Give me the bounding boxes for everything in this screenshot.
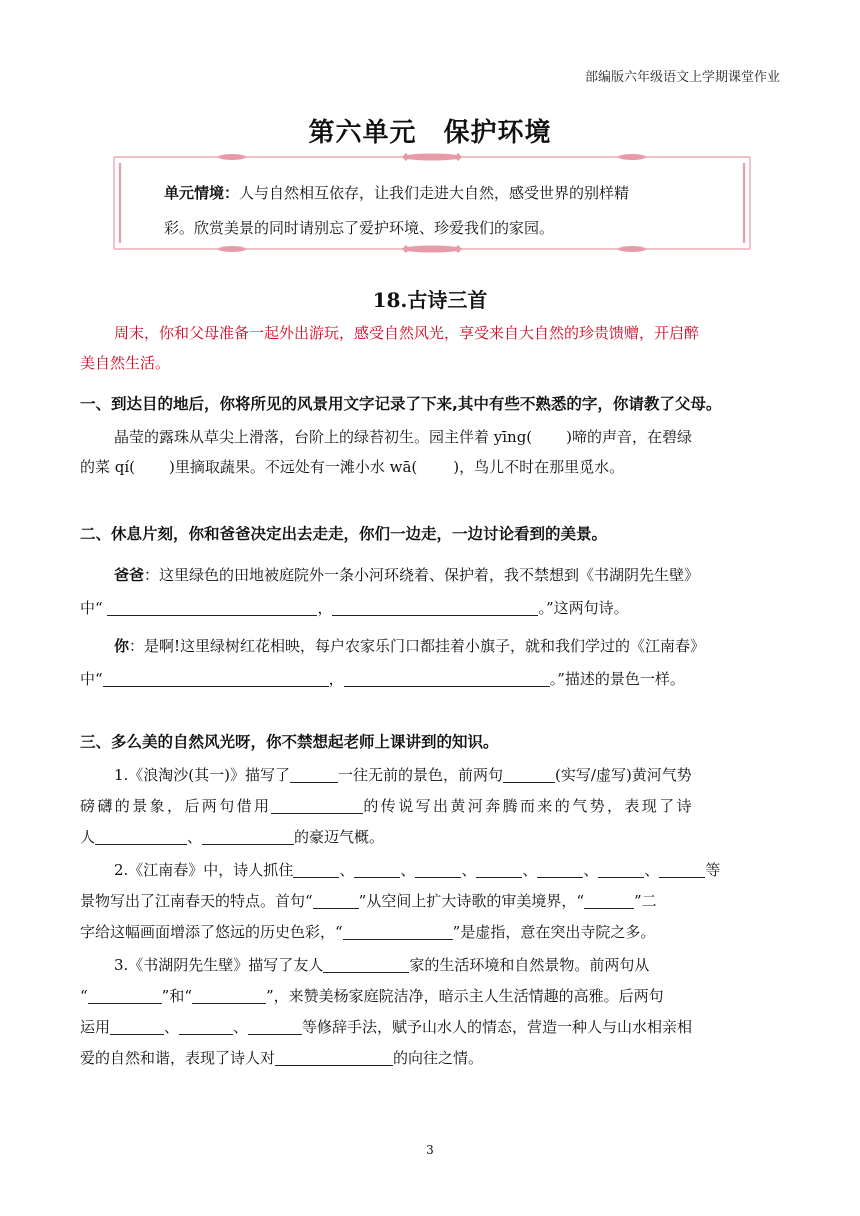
s1-text: 的菜 qí( [80, 458, 136, 476]
q1-blank-3[interactable] [271, 797, 363, 814]
s2-text: 中“ [80, 599, 103, 617]
intro-line1: 周末，你和父母准备一起外出游玩，感受自然风光，享受来自大自然的珍贵馈赠，开启醉 [114, 324, 700, 342]
q1-text: 的传说写出黄河奔腾而来的气势，表现了诗 [363, 797, 695, 815]
lesson-title: 18.古诗三首 [372, 288, 488, 312]
q2-blank-10[interactable] [343, 923, 453, 940]
q3-text: ”，来赞美杨家庭院洁净，暗示主人生活情趣的高雅。后两句 [266, 987, 664, 1005]
q3-text: 的向往之情。 [393, 1049, 484, 1067]
q3-text: “ [80, 987, 88, 1005]
q1-blank-1[interactable] [290, 766, 338, 783]
situation-line1: 人与自然相互依存，让我们走进大自然，感受世界的别样精 [239, 184, 630, 202]
intro-line2: 美自然生活。 [80, 354, 171, 372]
unit-title: 第六单元 保护环境 [308, 118, 552, 148]
section1-heading: 一、到达目的地后，你将所见的风景用文字记录了下来,其中有些不熟悉的字，你请教了父母。 [80, 395, 722, 413]
q3-blank-7[interactable] [275, 1049, 393, 1066]
q2-blank-7[interactable] [659, 861, 705, 878]
dad-label: 爸爸 [114, 566, 145, 584]
q1-text: (实写/虚写)黄河气势 [555, 766, 692, 784]
q3-text: 、 [233, 1018, 249, 1036]
q1-blank-5[interactable] [202, 828, 294, 845]
poem-blank-4[interactable] [344, 670, 550, 687]
dad-line1: ：这里绿色的田地被庭院外一条小河环绕着、保护着，我不禁想到《书湖阴先生壁》 [144, 566, 700, 584]
s2-text: 中“ [80, 670, 103, 688]
s2-text: 。”描述的景色一样。 [549, 670, 685, 688]
q3-blank-2[interactable] [88, 987, 162, 1004]
q3-text: 、 [164, 1018, 180, 1036]
q2-text: ”从空间上扩大诗歌的审美境界，“ [358, 892, 585, 910]
poem-blank-1[interactable] [107, 599, 317, 616]
q3-text: 家的生活环境和自然景物。前两句从 [409, 956, 650, 974]
section3-text [80, 760, 780, 1074]
q3-text: 3.《书湖阴先生壁》描写了友人 [114, 956, 324, 974]
q1-blank-4[interactable] [95, 828, 187, 845]
page-number: 3 [426, 1143, 434, 1157]
section2-text [80, 560, 780, 694]
q2-blank-4[interactable] [476, 861, 522, 878]
q1-text: 的豪迈气概。 [294, 828, 385, 846]
header-note: 部编版六年级语文上学期课堂作业 [584, 70, 780, 85]
q1-text: 1.《浪淘沙(其一)》描写了 [114, 766, 291, 784]
q1-text: 人 [80, 828, 96, 846]
q2-text: 等 [705, 861, 721, 879]
q2-text: 字给这幅画面增添了悠远的历史色彩，“ [80, 923, 343, 941]
q2-text: 、 [644, 861, 660, 879]
q2-text: 、 [339, 861, 355, 879]
q1-text: 、 [187, 828, 203, 846]
situation-label: 单元情境： [164, 184, 240, 202]
q3-blank-3[interactable] [192, 987, 266, 1004]
situation-line2: 彩。欣赏美景的同时请别忘了爱护环境、珍爱我们的家园。 [164, 219, 555, 237]
section2-heading: 二、休息片刻，你和爸爸决定出去走走，你们一边走，一边讨论看到的美景。 [80, 525, 608, 543]
q2-text: 、 [461, 861, 477, 879]
q3-text: 等修辞手法，赋予山水人的情态，营造一种人与山水相亲相 [302, 1018, 693, 1036]
you-label: 你 [114, 637, 130, 655]
q2-text: 、 [583, 861, 599, 879]
s1-text: )，鸟儿不时在那里觅水。 [453, 458, 625, 476]
q2-blank-8[interactable] [313, 892, 359, 909]
q2-text: 2.《江南春》中，诗人抓住 [114, 861, 294, 879]
q2-text: ”二 [634, 892, 657, 910]
q3-text: 运用 [80, 1018, 111, 1036]
q2-blank-9[interactable] [584, 892, 634, 909]
section1-text [80, 422, 780, 482]
q3-text: 爱的自然和谐，表现了诗人对 [80, 1049, 276, 1067]
q2-text: 景物写出了江南春天的特点。首句“ [80, 892, 313, 910]
section3-heading: 三、多么美的自然风光呀，你不禁想起老师上课讲到的知识。 [80, 733, 499, 751]
s2-text: ， [328, 670, 344, 688]
q1-blank-2[interactable] [503, 766, 555, 783]
unit-situation [164, 176, 724, 246]
lesson-intro [80, 318, 780, 378]
s1-text: )里摘取蔬果。不远处有一滩小水 wā( [169, 458, 418, 476]
q2-text: 、 [522, 861, 538, 879]
q3-blank-5[interactable] [179, 1018, 233, 1035]
you-line1: ：是啊!这里绿树红花相映，每户农家乐门口都挂着小旗子，就和我们学过的《江南春》 [129, 637, 706, 655]
q2-blank-1[interactable] [293, 861, 339, 878]
s2-text: ， [317, 599, 333, 617]
q2-blank-3[interactable] [415, 861, 461, 878]
q2-blank-6[interactable] [598, 861, 644, 878]
q2-blank-5[interactable] [537, 861, 583, 878]
s1-text: 晶莹的露珠从草尖上滑落，台阶上的绿苔初生。园主伴着 yīng( [114, 428, 533, 446]
s2-text: 。”这两句诗。 [538, 599, 629, 617]
q1-text: 一往无前的景色，前两句 [338, 766, 504, 784]
s1-text: )啼的声音，在碧绿 [566, 428, 693, 446]
q2-blank-2[interactable] [354, 861, 400, 878]
q1-text: 磅礴的景象，后两句借用 [80, 797, 272, 815]
poem-blank-2[interactable] [332, 599, 538, 616]
q2-text: ”是虚指，意在突出寺院之多。 [452, 923, 656, 941]
q3-blank-6[interactable] [248, 1018, 302, 1035]
q3-blank-4[interactable] [110, 1018, 164, 1035]
q3-text: ”和“ [161, 987, 193, 1005]
poem-blank-3[interactable] [103, 670, 329, 687]
q3-blank-1[interactable] [323, 956, 409, 973]
q2-text: 、 [400, 861, 416, 879]
